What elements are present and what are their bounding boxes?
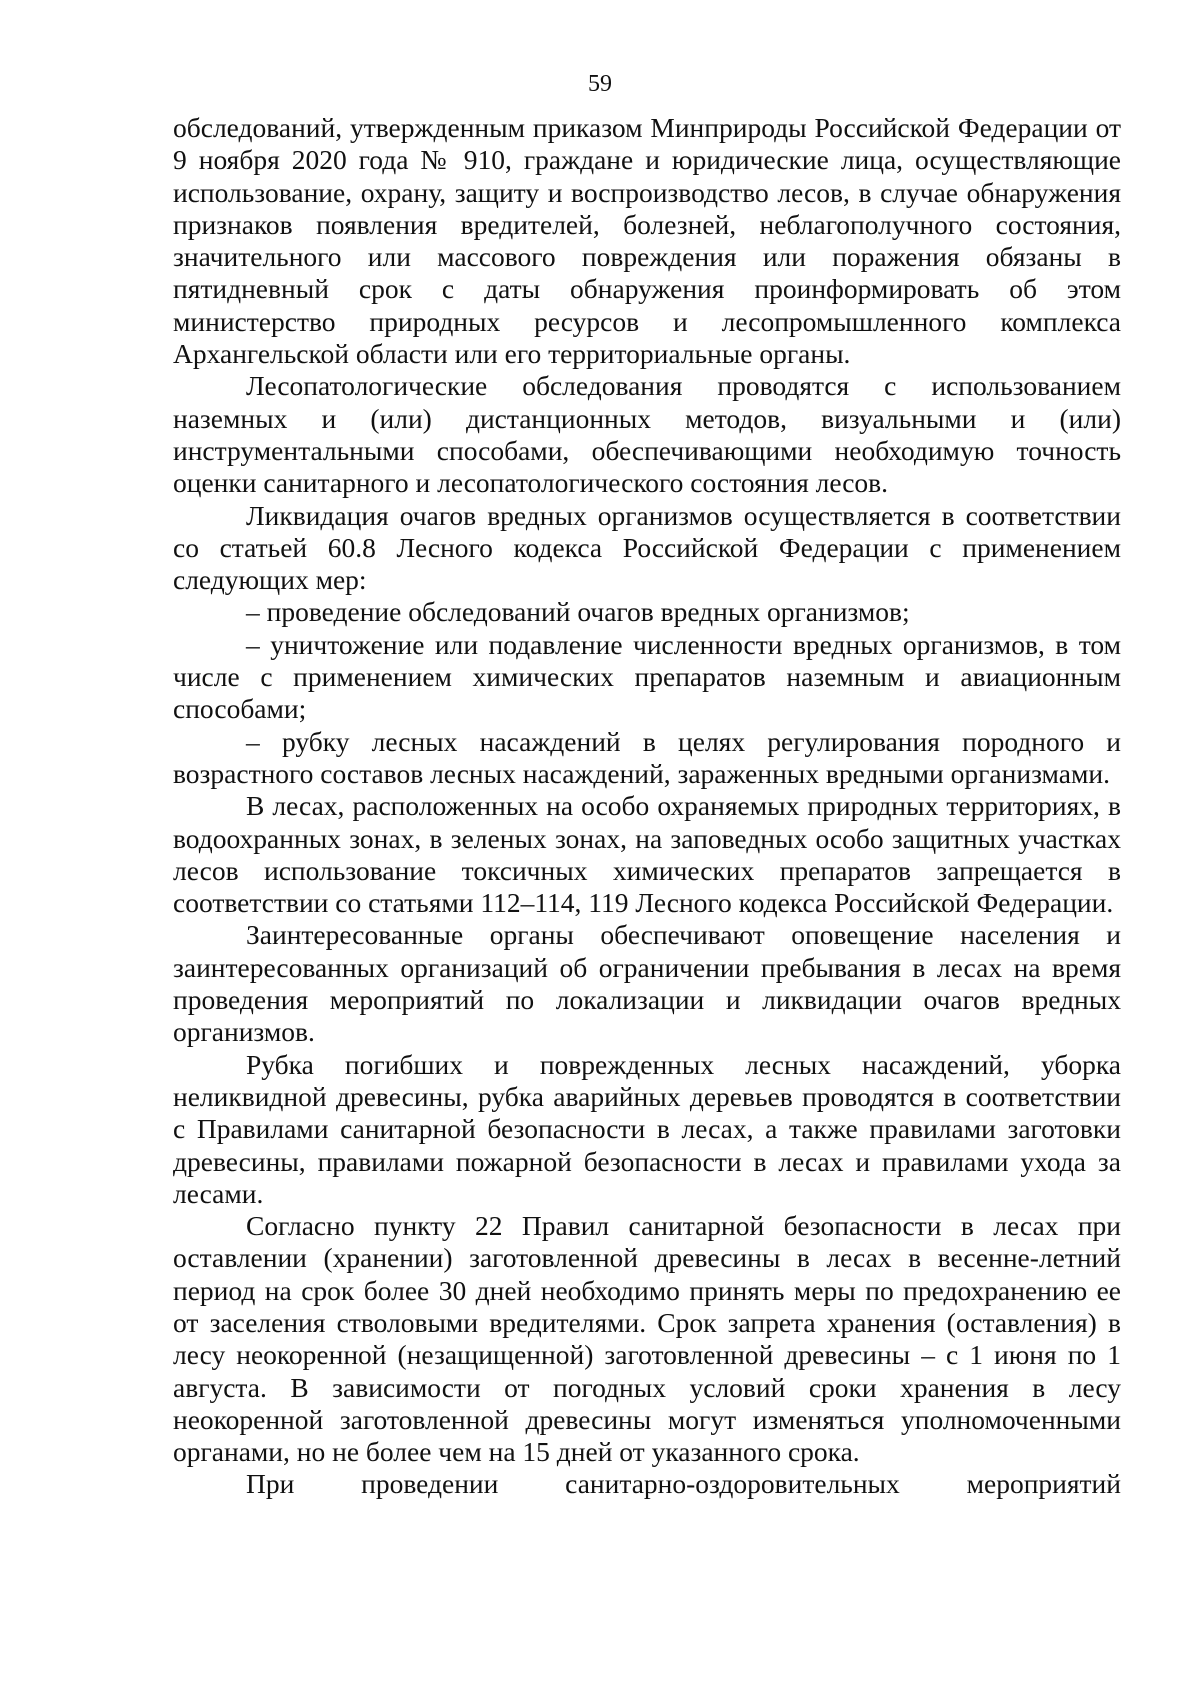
paragraph-inspection-methods: Лесопатологические обследования проводятся с использованием наземных и (или) дистанционных методов, визуальными и (или) инструментальными способами, обеспечивающими необходимую точность оценки санитарного и лесопатологического состояния лесов. <box>173 370 1121 499</box>
document-body <box>173 112 1121 1501</box>
paragraph-continuation: обследований, утвержденным приказом Минприроды Российской Федерации от 9 ноября 2020 года № 910, граждане и юридические лица, осуществляющие использование, охрану, защиту и воспроизводство лесов, в случае обнаружения признаков появления вредителей, болезней, неблагополучного состояния, значительного или массового повреждения или поражения обязаны в пятидневный срок с даты обнаружения проинформировать об этом министерство природных ресурсов и лесопромышленного комплекса Архангельской области или его территориальные органы. <box>173 112 1121 370</box>
list-item-inspection: – проведение обследований очагов вредных организмов; <box>246 596 910 628</box>
list-item-felling: – рубку лесных насаждений в целях регулирования породного и возрастного составов лесных насаждений, зараженных вредными организмами. <box>173 725 1121 789</box>
paragraph-sanitary-measures: При проведении санитарно-оздоровительных мероприятий <box>246 1468 1121 1500</box>
paragraph-pest-elimination: Ликвидация очагов вредных организмов осуществляется в соответствии со статьей 60.8 Лесного кодекса Российской Федерации с применением следующих мер: <box>173 499 1121 596</box>
list-item-suppression: – уничтожение или подавление численности вредных организмов, в том числе с применением химических препаратов наземным и авиационным способами; <box>173 628 1121 725</box>
paragraph-public-notification: Заинтересованные органы обеспечивают оповещение населения и заинтересованных организаций об ограничении пребывания в лесах на время проведения мероприятий по локализации и ликвидации очагов вредных организмов. <box>173 919 1121 1048</box>
page-number: 59 <box>588 71 612 97</box>
paragraph-timber-storage: Согласно пункту 22 Правил санитарной безопасности в лесах при оставлении (хранении) заготовленной древесины в лесах в весенне-летний период на срок более 30 дней необходимо принять меры по предохранению ее от заселения стволовыми вредителями. Срок запрета хранения (оставления) в лесу неокоренной (незащищенной) заготовленной древесины – с 1 июня по 1 августа. В зависимости от погодных условий сроки хранения в лесу неокоренной заготовленной древесины могут изменяться уполномоченными органами, но не более чем на 15 дней от указанного срока. <box>173 1210 1121 1468</box>
paragraph-sanitary-felling: Рубка погибших и поврежденных лесных насаждений, уборка неликвидной древесины, рубка аварийных деревьев проводятся в соответствии с Правилами санитарной безопасности в лесах, а также правилами заготовки древесины, правилами пожарной безопасности в лесах и правилами ухода за лесами. <box>173 1048 1121 1209</box>
paragraph-protected-areas: В лесах, расположенных на особо охраняемых природных территориях, в водоохранных зонах, в зеленых зонах, на заповедных особо защитных участках лесов использование токсичных химических препаратов запрещается в соответствии со статьями 112–114, 119 Лесного кодекса Российской Федерации. <box>173 790 1121 919</box>
